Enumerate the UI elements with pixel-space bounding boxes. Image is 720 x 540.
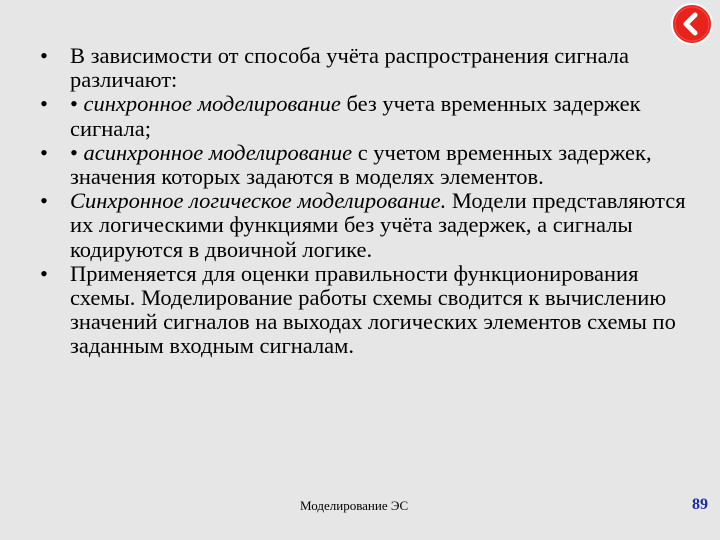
footer-title: Моделирование ЭС [300, 498, 409, 513]
bullet-marker: • [40, 260, 48, 286]
item-text: без учета временных задержек сигнала; [70, 91, 641, 141]
list-item [40, 189, 700, 262]
bullet-marker: • [40, 188, 48, 214]
italic-term: асинхронное моделирование [83, 139, 353, 165]
bullet-marker: • [40, 139, 48, 165]
italic-term: Синхронное логическое моделирование. [70, 188, 447, 214]
item-text: Применяется для оценки правильности функционирования схемы. Моделирование работы схемы сводится к вычислению значений сигналов на выходах логических элементов схемы по заданным входным сигналам. [70, 260, 676, 359]
page-number: 89 [692, 496, 708, 513]
italic-term: синхронное моделирование [83, 91, 341, 117]
item-text: • [70, 139, 84, 165]
list-item [40, 44, 700, 92]
back-button[interactable] [670, 2, 714, 46]
item-text: с учетом временных задержек, значения которых задаются в моделях элементов. [70, 139, 652, 190]
item-text: В зависимости от способа учёта распространения сигнала различают: [70, 43, 629, 93]
chevron-left-icon [670, 2, 714, 46]
list-item [40, 262, 700, 359]
bullet-marker: • [40, 91, 48, 117]
bullet-marker: • [40, 43, 48, 68]
bullet-list [40, 44, 700, 359]
list-item [40, 92, 700, 140]
list-item [40, 141, 700, 189]
item-text: • [70, 91, 84, 117]
item-text: Модели представляются их логическими функциями без учёта задержек, а сигналы кодируются в двоичной логике. [70, 188, 686, 262]
